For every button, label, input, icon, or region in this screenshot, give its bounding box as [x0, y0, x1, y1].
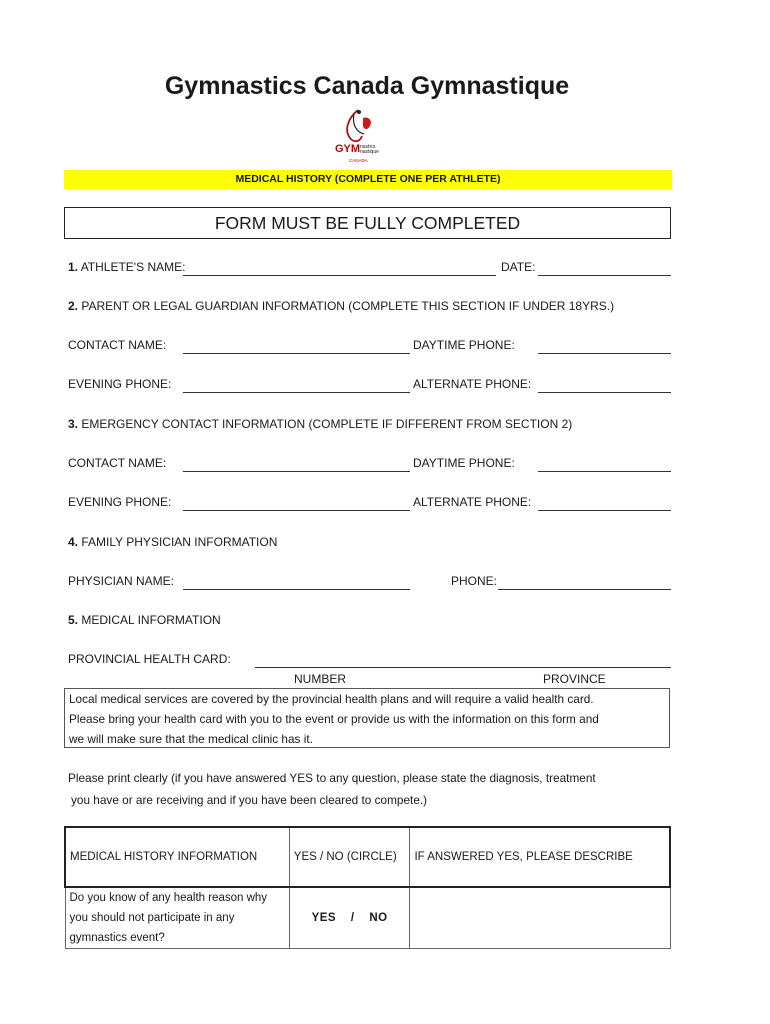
- table-header-row: [65, 827, 670, 887]
- form-notice-box: FORM MUST BE FULLY COMPLETED: [64, 207, 671, 239]
- physician-phone-label: PHONE:: [451, 574, 498, 588]
- guardian-alternate-phone-label: ALTERNATE PHONE:: [413, 377, 532, 391]
- question-line: gymnastics event?: [69, 932, 165, 944]
- svg-text:nastics: nastics: [360, 144, 376, 150]
- section-heading-text: EMERGENCY CONTACT INFORMATION (COMPLETE IF DIFFERENT FROM SECTION 2): [81, 417, 573, 431]
- guardian-daytime-phone-field[interactable]: [538, 353, 671, 354]
- athlete-name-field[interactable]: [183, 275, 496, 276]
- svg-text:CANADA: CANADA: [349, 158, 368, 163]
- notice-line: Local medical services are covered by the provincial health plans and will require a valid health card.: [69, 692, 594, 706]
- table-row: [65, 887, 670, 949]
- guardian-alternate-phone-field[interactable]: [538, 392, 671, 393]
- health-card-number-label: NUMBER: [294, 672, 347, 686]
- notice-line: we will make sure that the medical clinic has it.: [69, 732, 313, 746]
- page-title: Gymnastics Canada Gymnastique: [164, 72, 570, 100]
- gymnastics-canada-logo: [330, 104, 390, 166]
- date-label: DATE:: [501, 260, 536, 274]
- yes-no-cell: [289, 887, 410, 949]
- no-option[interactable]: NO: [369, 912, 388, 924]
- section-heading-text: MEDICAL INFORMATION: [81, 613, 221, 627]
- section-heading-text: PARENT OR LEGAL GUARDIAN INFORMATION (COMPLETE THIS SECTION IF UNDER 18YRS.): [81, 299, 615, 313]
- health-card-province-label: PROVINCE: [543, 672, 606, 686]
- notice-line: Please bring your health card with you to the event or provide us with the information on this form and: [69, 712, 599, 726]
- instructions-line: Please print clearly (if you have answered YES to any question, please state the diagnosis, treatment: [68, 771, 596, 785]
- emergency-alternate-phone-label: ALTERNATE PHONE:: [413, 495, 532, 509]
- health-card-label: PROVINCIAL HEALTH CARD:: [68, 652, 231, 666]
- physician-name-field[interactable]: [183, 589, 410, 590]
- emergency-daytime-phone-label: DAYTIME PHONE:: [413, 456, 515, 470]
- guardian-contact-name-field[interactable]: [183, 353, 410, 354]
- health-card-field[interactable]: [255, 667, 671, 668]
- medical-history-table: [64, 826, 671, 949]
- emergency-contact-name-field[interactable]: [183, 471, 410, 472]
- guardian-contact-name-label: CONTACT NAME:: [68, 338, 167, 352]
- column-header: IF ANSWERED YES, PLEASE DESCRIBE: [410, 827, 670, 887]
- svg-text:nastique: nastique: [360, 149, 379, 155]
- physician-phone-field[interactable]: [498, 589, 671, 590]
- guardian-daytime-phone-label: DAYTIME PHONE:: [413, 338, 515, 352]
- physician-name-label: PHYSICIAN NAME:: [68, 574, 175, 588]
- emergency-daytime-phone-field[interactable]: [538, 471, 671, 472]
- guardian-evening-phone-label: EVENING PHONE:: [68, 377, 172, 391]
- section-heading-text: FAMILY PHYSICIAN INFORMATION: [81, 535, 278, 549]
- column-header: MEDICAL HISTORY INFORMATION: [65, 827, 289, 887]
- instructions-line: you have or are receiving and if you have been cleared to compete.): [71, 793, 428, 807]
- section-4-heading: [68, 535, 277, 549]
- slash-separator: /: [350, 912, 355, 924]
- emergency-evening-phone-field[interactable]: [183, 510, 410, 511]
- guardian-evening-phone-field[interactable]: [183, 392, 410, 393]
- medical-history-banner: MEDICAL HISTORY (COMPLETE ONE PER ATHLETE): [64, 170, 672, 189]
- section-number: 3.: [68, 417, 79, 431]
- question-line: you should not participate in any: [69, 912, 235, 924]
- question-line: Do you know of any health reason why: [69, 892, 268, 904]
- section-number: 2.: [68, 299, 79, 313]
- emergency-contact-name-label: CONTACT NAME:: [68, 456, 167, 470]
- date-field[interactable]: [538, 275, 671, 276]
- svg-text:GYM: GYM: [335, 143, 361, 155]
- section-number: 4.: [68, 535, 79, 549]
- section-2-heading: [68, 299, 614, 313]
- yes-option[interactable]: YES: [311, 912, 337, 924]
- athlete-name-text: ATHLETE'S NAME:: [80, 260, 186, 274]
- section-number: 1.: [68, 260, 79, 274]
- health-card-notice: [64, 688, 670, 748]
- emergency-alternate-phone-field[interactable]: [538, 510, 671, 511]
- section-5-heading: [68, 613, 221, 627]
- description-cell[interactable]: [410, 887, 670, 949]
- column-header: YES / NO (CIRCLE): [289, 827, 410, 887]
- section-number: 5.: [68, 613, 79, 627]
- question-cell: [65, 887, 289, 949]
- athlete-name-label: [68, 260, 185, 274]
- emergency-evening-phone-label: EVENING PHONE:: [68, 495, 172, 509]
- section-3-heading: [68, 417, 572, 431]
